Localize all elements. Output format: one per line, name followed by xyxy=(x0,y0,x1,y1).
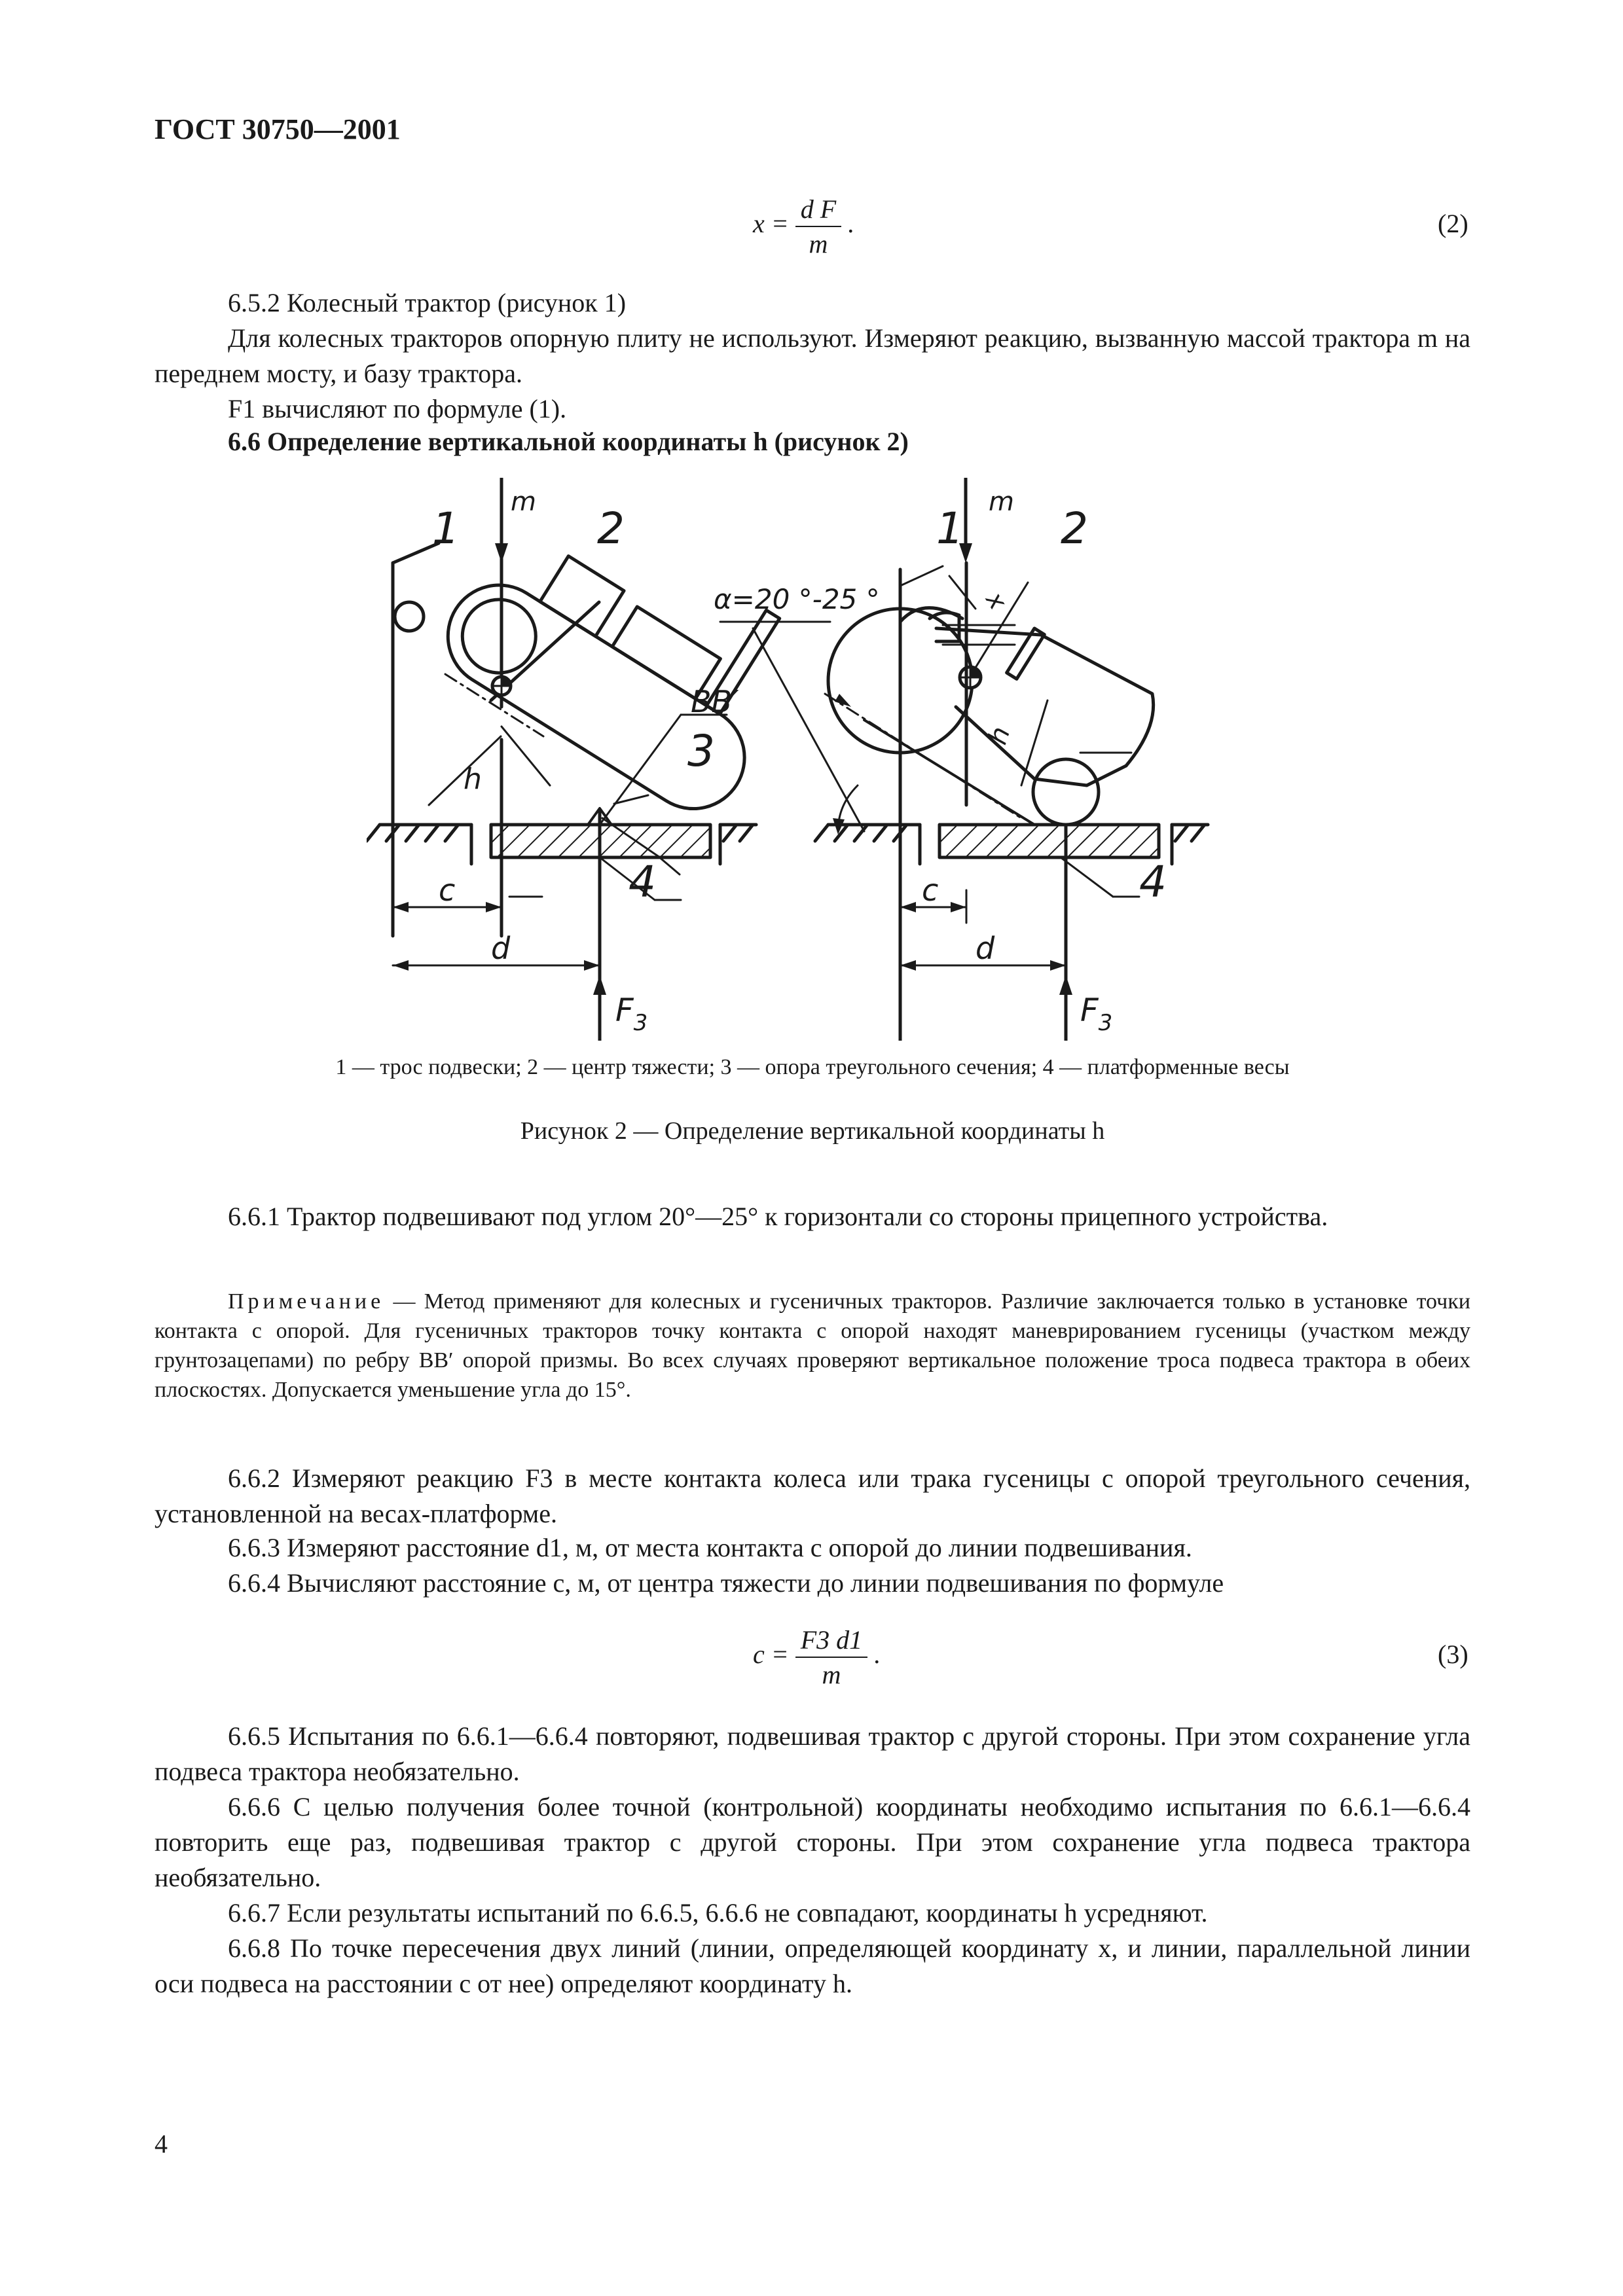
right-label-xbar: x xyxy=(980,586,1013,615)
section-66-heading: 6.6 Определение вертикальной координаты h (рисунок 2) xyxy=(228,427,909,456)
formula-3-tail: . xyxy=(874,1640,881,1670)
formula-3-lhs: c = xyxy=(753,1640,789,1670)
section-652-formula-ref: F1 вычисляют по формуле (1). xyxy=(228,394,567,423)
section-667: 6.6.7 Если результаты испытаний по 6.6.5, 6.6.6 не совпадают, координаты h усредняют. xyxy=(228,1898,1208,1928)
page-number: 4 xyxy=(155,2129,168,2159)
section-663: 6.6.3 Измеряют расстояние d1, м, от места контакта с опорой до линии подвешивания. xyxy=(228,1533,1192,1562)
left-label-2: 2 xyxy=(597,503,625,554)
formula-2-denominator: m xyxy=(809,229,828,259)
right-label-alpha: α=20 °-25 ° xyxy=(714,583,880,615)
figure-2-drawing xyxy=(367,478,1270,1041)
section-665: 6.6.5 Испытания по 6.6.1—6.6.4 повторяют, подвешивая трактор с другой стороны. При этом сохранение угла подвеса трактора необязательно. xyxy=(155,1721,1470,1786)
formula-2-tail: . xyxy=(848,209,855,239)
right-label-m: m xyxy=(989,487,1014,517)
section-664: 6.6.4 Вычисляют расстояние c, м, от центра тяжести до линии подвешивания по формуле xyxy=(228,1568,1224,1598)
figure-2-legend: 1 — трос подвески; 2 — центр тяжести; 3 — опора треугольного сечения; 4 — платформенные весы xyxy=(335,1055,1290,1079)
section-666: 6.6.6 С целью получения более точной (контрольной) координаты необходимо испытания по 6.6.1—6.6.4 повторить еще раз, подвешивая трактор с другой стороны. При этом сохранение угла подвеса трактора необязательно. xyxy=(155,1792,1470,1892)
figure-2-caption: Рисунок 2 — Определение вертикальной координаты h xyxy=(520,1117,1105,1145)
right-label-f3-letter: F xyxy=(1080,992,1099,1029)
formula-2-number: (2) xyxy=(1438,209,1468,238)
right-label-1: 1 xyxy=(936,503,964,554)
left-label-f3-letter: F xyxy=(615,992,634,1029)
left-label-d: d xyxy=(491,931,511,966)
wheeled-tractor xyxy=(828,608,1154,825)
right-label-h: h xyxy=(982,723,1017,749)
left-label-f3 xyxy=(615,992,647,1036)
formula-2-numerator: d F xyxy=(795,194,841,227)
left-label-3: 3 xyxy=(687,726,715,776)
left-label-f3-sub: 3 xyxy=(633,1010,648,1036)
formula-2-lhs: x = xyxy=(753,209,789,239)
note-label: Примечание xyxy=(228,1289,385,1314)
left-label-4: 4 xyxy=(629,857,656,907)
formula-3-number: (3) xyxy=(1438,1640,1468,1669)
formula-2 xyxy=(753,194,854,259)
left-label-bb: BB′ xyxy=(691,684,739,719)
left-label-c: c xyxy=(439,872,456,908)
section-652-heading: 6.5.2 Колесный трактор (рисунок 1) xyxy=(228,288,627,317)
section-668: 6.6.8 По точке пересечения двух линий (линии, определяющей координату x, и линии, параллельной линии оси подвеса на расстоянии c от нее) определяют координату h. xyxy=(155,1933,1470,1998)
section-662: 6.6.2 Измеряют реакцию F3 в месте контакта колеса или трака гусеницы с опорой треугольного сечения, установленной на весах-платформе. xyxy=(155,1463,1470,1528)
right-label-c: c xyxy=(922,872,939,908)
right-label-4: 4 xyxy=(1139,857,1167,907)
formula-3-fraction xyxy=(795,1624,867,1690)
document-header: ГОСТ 30750—2001 xyxy=(155,113,401,145)
section-661: 6.6.1 Трактор подвешивают под углом 20°—25° к горизонтали со стороны прицепного устройства. xyxy=(228,1202,1328,1231)
note-block xyxy=(155,1287,1470,1405)
left-label-m: m xyxy=(511,487,536,517)
right-label-2: 2 xyxy=(1061,503,1088,554)
right-label-f3-sub: 3 xyxy=(1098,1010,1113,1036)
right-label-d: d xyxy=(976,931,995,966)
formula-3 xyxy=(753,1624,881,1690)
section-652-paragraph: Для колесных тракторов опорную плиту не используют. Измеряют реакцию, вызванную массой трактора m на переднем мосту, и базу трактора. xyxy=(155,323,1470,388)
formula-2-fraction xyxy=(795,194,841,259)
left-label-1: 1 xyxy=(432,503,460,554)
right-label-f3 xyxy=(1080,992,1112,1036)
note-text: — Метод применяют для колесных и гусеничных тракторов. Различие заключается только в установке точки контакта с опорой. Для гусеничных тракторов точку контакта с опорой находят маневрированием гусеницы (участком между грунтозацепами) по ребру BB′ опорой призмы. Во всех случаях проверяют вертикальное положение троса подвеса трактора в обеих плоскостях. Допускается уменьшение угла до 15°. xyxy=(155,1289,1470,1402)
crawler-suspension-ring xyxy=(395,602,424,631)
left-label-h: h xyxy=(464,762,482,796)
formula-3-denominator: m xyxy=(822,1660,841,1689)
crawler-tractor xyxy=(429,478,824,828)
formula-3-numerator: F3 d1 xyxy=(795,1624,867,1658)
